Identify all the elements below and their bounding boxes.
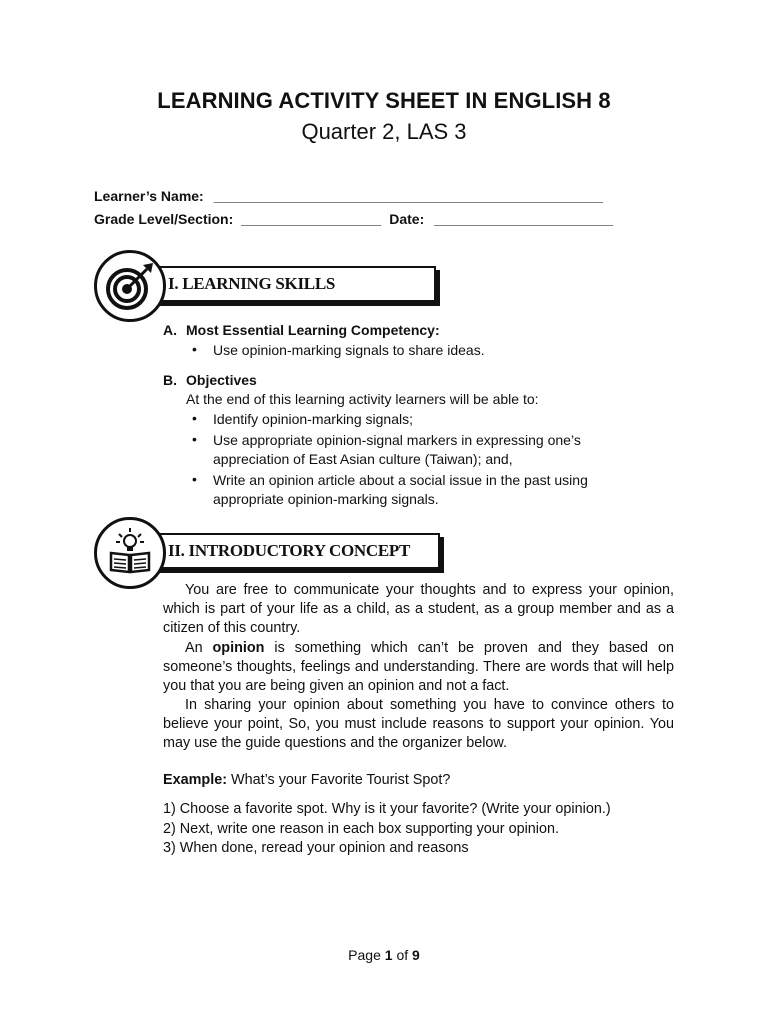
step-item: 1) Choose a favorite spot. Why is it your favorite? (Write your opinion.) <box>163 801 611 817</box>
section-learning-skills-header <box>94 250 454 320</box>
objective-item: Write an opinion article about a social issue in the past using <box>213 472 588 488</box>
section-title: II. INTRODUCTORY CONCEPT <box>168 541 411 560</box>
objective-item: Use appropriate opinion-signal markers in expressing one’s <box>213 432 581 448</box>
intro-paragraph: You are free to communicate your thoughts and to express your opinion, which is part of your life as a child, as a student, as a group member and as a citizen of this country. <box>163 582 674 637</box>
bullet-dot: • <box>192 341 197 357</box>
document-title: LEARNING ACTIVITY SHEET IN ENGLISH 8 <box>157 88 611 113</box>
objective-item-continued: appreciation of East Asian culture (Taiwan); and, <box>213 451 513 467</box>
bullet-dot: • <box>192 431 197 447</box>
section-introductory-concept-header <box>94 517 494 587</box>
sharing-opinion-paragraph: In sharing your opinion about something you have to convince others to believe your point, So, you must include reasons to support your opinion. You may use the guide questions and the organizer below. <box>163 697 674 752</box>
section-title: I. LEARNING SKILLS <box>168 274 336 293</box>
grade-level-label: Grade Level/Section: <box>94 211 234 227</box>
example-line <box>163 771 450 790</box>
objectives-marker: B. <box>163 372 177 388</box>
objective-item: Identify opinion-marking signals; <box>213 411 413 427</box>
grade-level-blank: __________________ <box>241 211 382 227</box>
opinion-definition-paragraph <box>163 639 674 697</box>
example-question: What’s your Favorite Tourist Spot? <box>227 772 451 788</box>
opinion-definition-lead: An <box>185 640 213 656</box>
grade-date-field <box>94 211 613 227</box>
page-number <box>0 947 768 963</box>
target-icon <box>94 250 166 322</box>
of-word: of <box>392 947 413 963</box>
date-label: Date: <box>389 211 425 227</box>
learner-name-field <box>94 188 603 204</box>
opinion-definition-text: is something which can’t be proven and they based on someone’s thoughts, feelings and understanding. There are words that will help you that you are being given an opinion and not a fact. <box>163 640 674 695</box>
section-title-bar <box>134 266 436 302</box>
objective-item-continued: appropriate opinion-marking signals. <box>213 491 439 507</box>
date-blank: _______________________ <box>434 211 614 227</box>
bullet-dot: • <box>192 471 197 487</box>
lightbulb-book-icon <box>94 517 166 589</box>
section-title-bar <box>134 533 440 569</box>
learner-name-label: Learner’s Name: <box>94 188 204 204</box>
total-pages: 9 <box>412 947 420 963</box>
step-item: 3) When done, reread your opinion and reasons <box>163 840 469 856</box>
bullet-dot: • <box>192 410 197 426</box>
competency-heading: Most Essential Learning Competency: <box>186 322 440 338</box>
competency-marker: A. <box>163 322 177 338</box>
current-page: 1 <box>384 947 393 963</box>
competency-item: Use opinion-marking signals to share ideas. <box>213 342 485 358</box>
page-word: Page <box>348 947 385 963</box>
document-subtitle: Quarter 2, LAS 3 <box>301 119 467 144</box>
learner-name-blank: __________________________________________________ <box>213 188 603 204</box>
example-label: Example: <box>163 772 227 788</box>
step-item: 2) Next, write one reason in each box supporting your opinion. <box>163 821 559 837</box>
objectives-intro: At the end of this learning activity learners will be able to: <box>186 391 539 407</box>
opinion-term: opinion <box>212 640 265 656</box>
objectives-heading: Objectives <box>186 372 257 388</box>
